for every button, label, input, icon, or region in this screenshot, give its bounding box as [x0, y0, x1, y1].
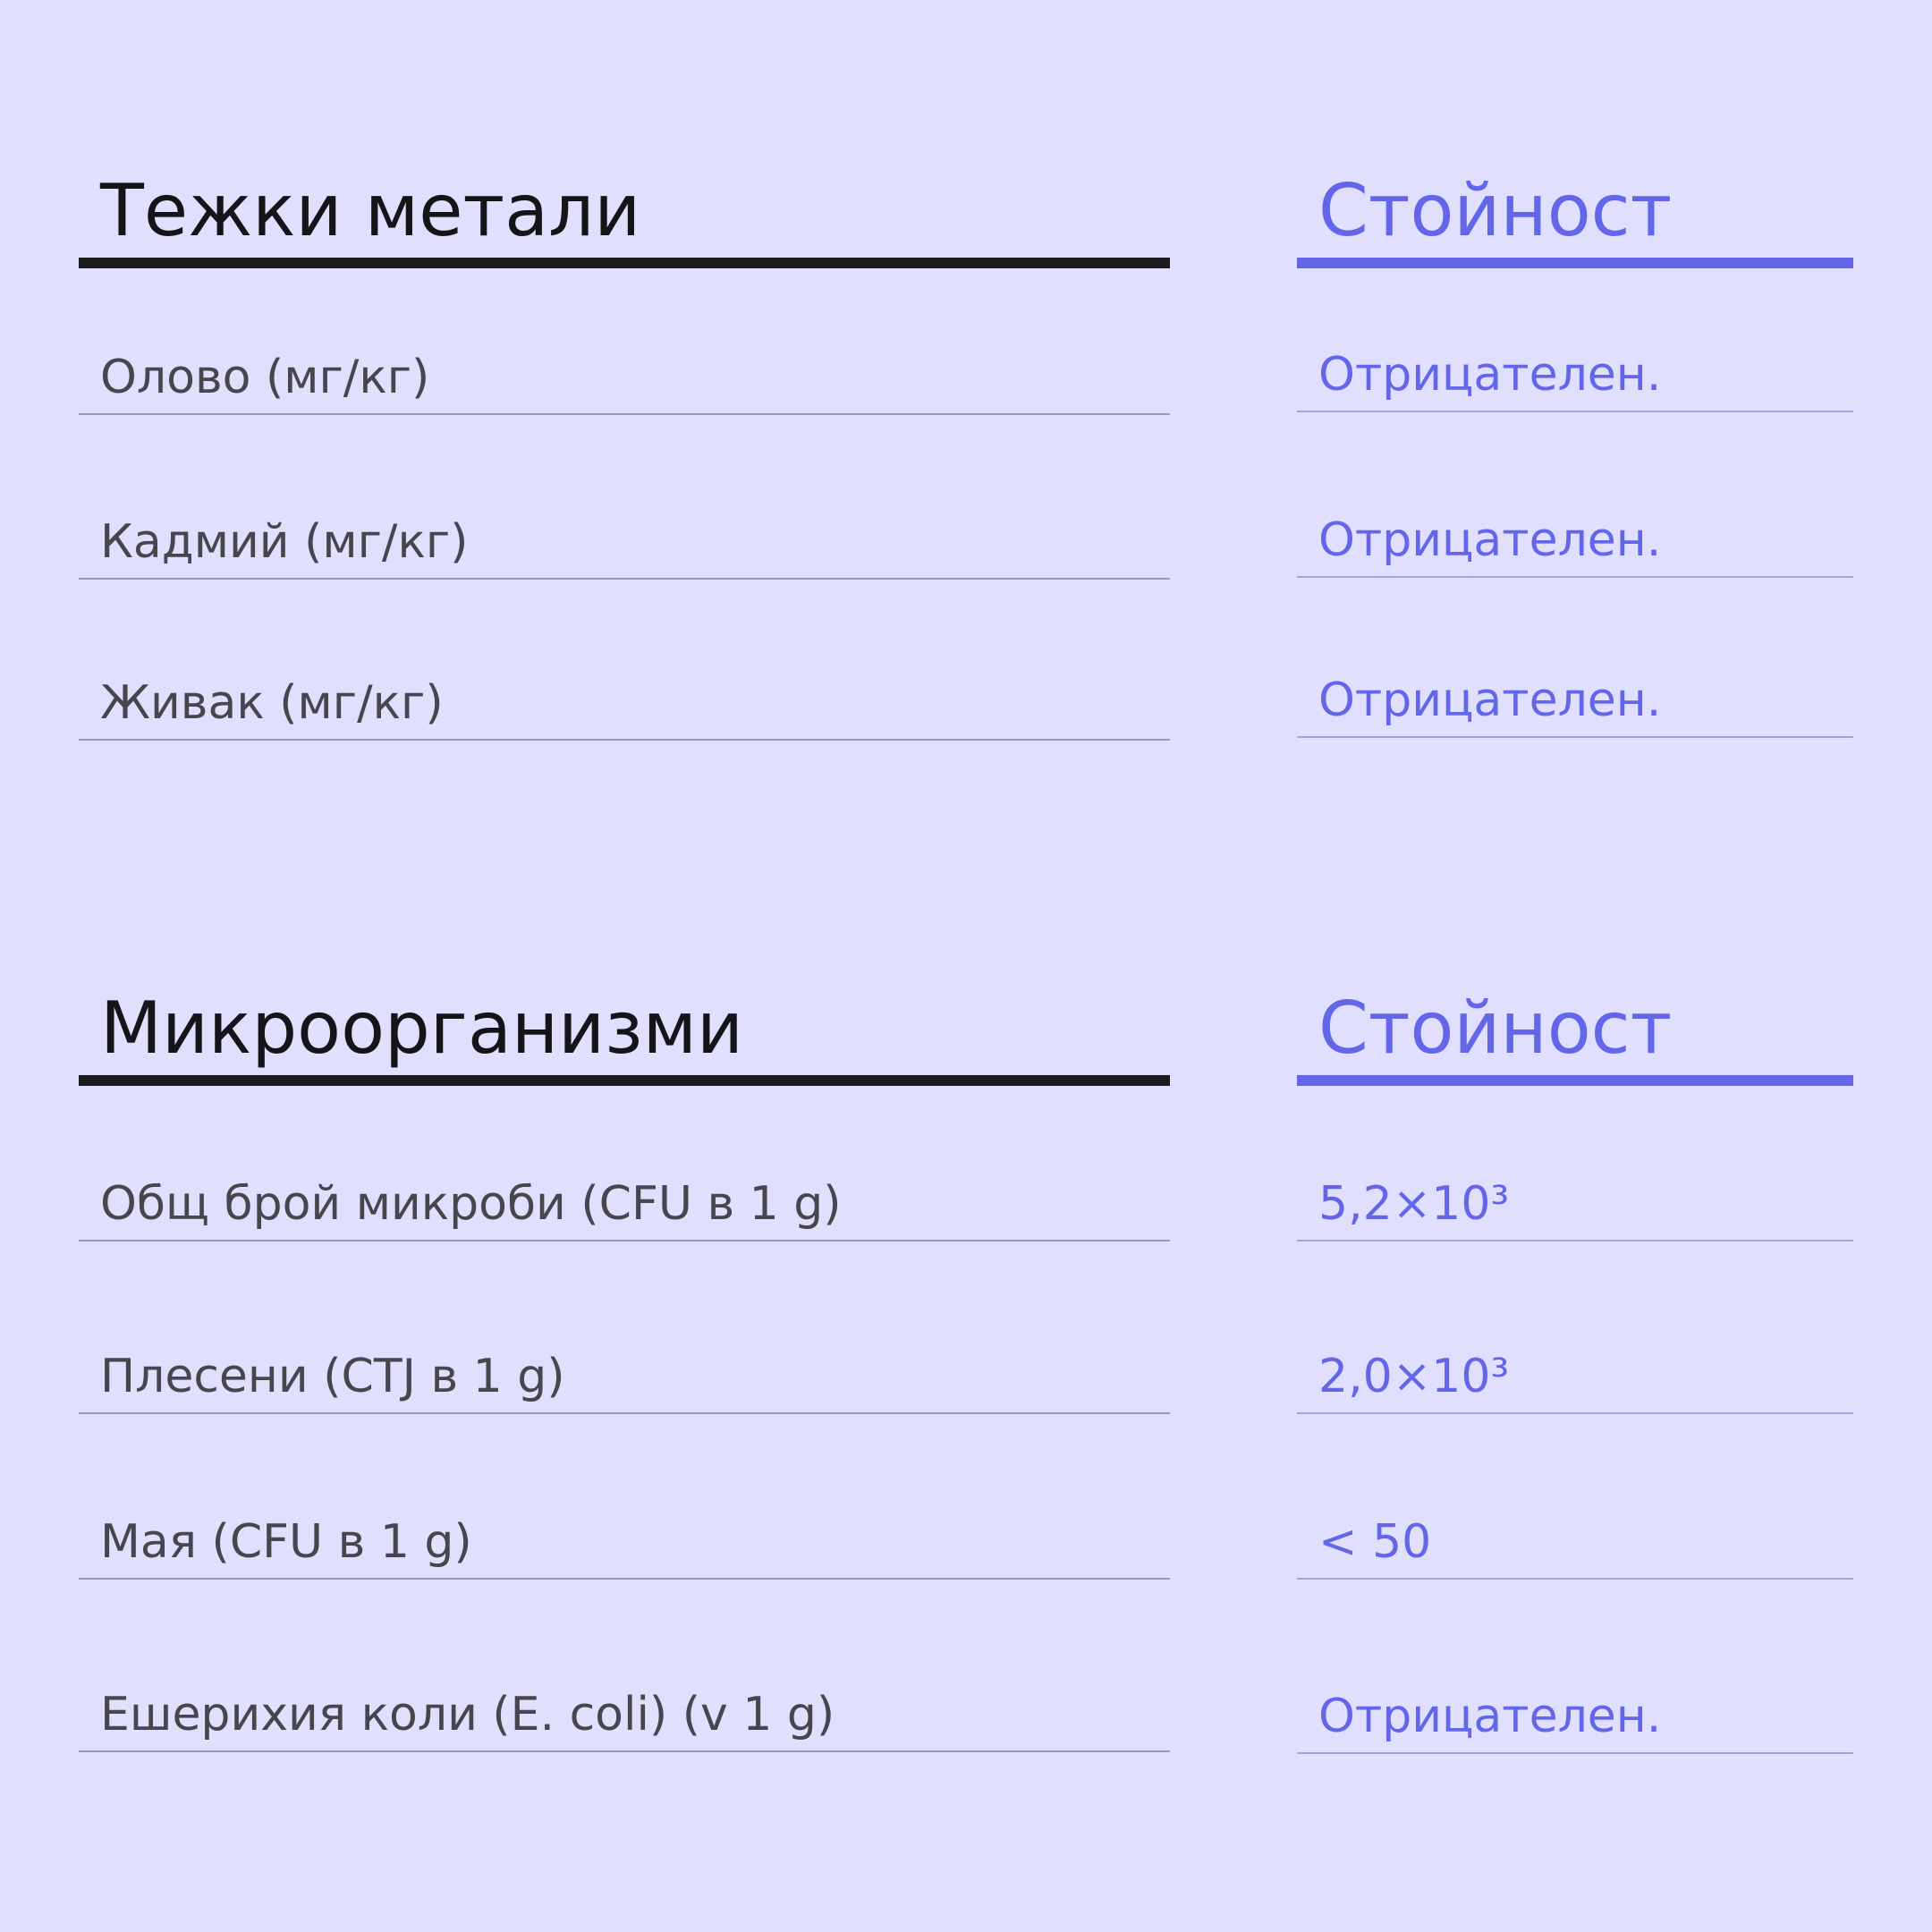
microorganisms-value-header [1297, 979, 1853, 1086]
table-row [1297, 1143, 1853, 1241]
parameter-label: Мая (CFU в 1 g) [100, 1515, 472, 1569]
value-header-rule [1297, 1075, 1853, 1086]
table-row [79, 1143, 1170, 1241]
heavy-metals-header [79, 161, 1170, 268]
row-divider [79, 1240, 1170, 1241]
row-divider [79, 1412, 1170, 1414]
table-row [79, 481, 1170, 580]
row-divider [1297, 736, 1853, 738]
heavy-metals-title: Тежки метали [100, 169, 641, 252]
table-row [1297, 314, 1853, 412]
microorganisms-title: Микроорганизми [100, 987, 744, 1070]
row-divider [1297, 1752, 1853, 1754]
row-divider [1297, 576, 1853, 578]
row-divider [1297, 411, 1853, 412]
table-row [79, 1316, 1170, 1414]
row-divider [79, 739, 1170, 741]
parameter-value: 5,2×10³ [1318, 1177, 1510, 1231]
parameter-label: Олово (мг/кг) [100, 351, 430, 404]
table-row [79, 1654, 1170, 1752]
heavy-metals-value-header [1297, 161, 1853, 268]
table-row [1297, 1656, 1853, 1754]
parameter-label: Живак (мг/кг) [100, 676, 444, 730]
parameter-value: < 50 [1318, 1515, 1432, 1569]
row-divider [79, 578, 1170, 580]
parameter-label: Кадмий (мг/кг) [100, 515, 469, 569]
value-header-title: Стойност [1318, 987, 1673, 1070]
table-row [79, 317, 1170, 415]
microorganisms-header-rule [79, 1075, 1170, 1086]
table-row [79, 1481, 1170, 1580]
row-divider [1297, 1240, 1853, 1241]
table-row [1297, 640, 1853, 738]
table-row [1297, 479, 1853, 578]
table-row [1297, 1481, 1853, 1580]
row-divider [1297, 1412, 1853, 1414]
table-row [1297, 1316, 1853, 1414]
row-divider [79, 413, 1170, 415]
parameter-label: Общ брой микроби (CFU в 1 g) [100, 1177, 842, 1231]
parameter-value: Отрицателен. [1318, 1690, 1662, 1743]
parameter-label: Плесени (CTJ в 1 g) [100, 1350, 565, 1403]
value-header-rule [1297, 258, 1853, 268]
parameter-value: Отрицателен. [1318, 348, 1662, 402]
row-divider [79, 1750, 1170, 1752]
parameter-label: Ешерихия коли (E. coli) (v 1 g) [100, 1688, 835, 1741]
heavy-metals-header-rule [79, 258, 1170, 268]
parameter-value: Отрицателен. [1318, 674, 1662, 727]
row-divider [1297, 1578, 1853, 1580]
table-row [79, 642, 1170, 741]
parameter-value: Отрицателен. [1318, 513, 1662, 567]
row-divider [79, 1578, 1170, 1580]
value-header-title: Стойност [1318, 169, 1673, 252]
parameter-value: 2,0×10³ [1318, 1350, 1510, 1403]
microorganisms-header [79, 979, 1170, 1086]
